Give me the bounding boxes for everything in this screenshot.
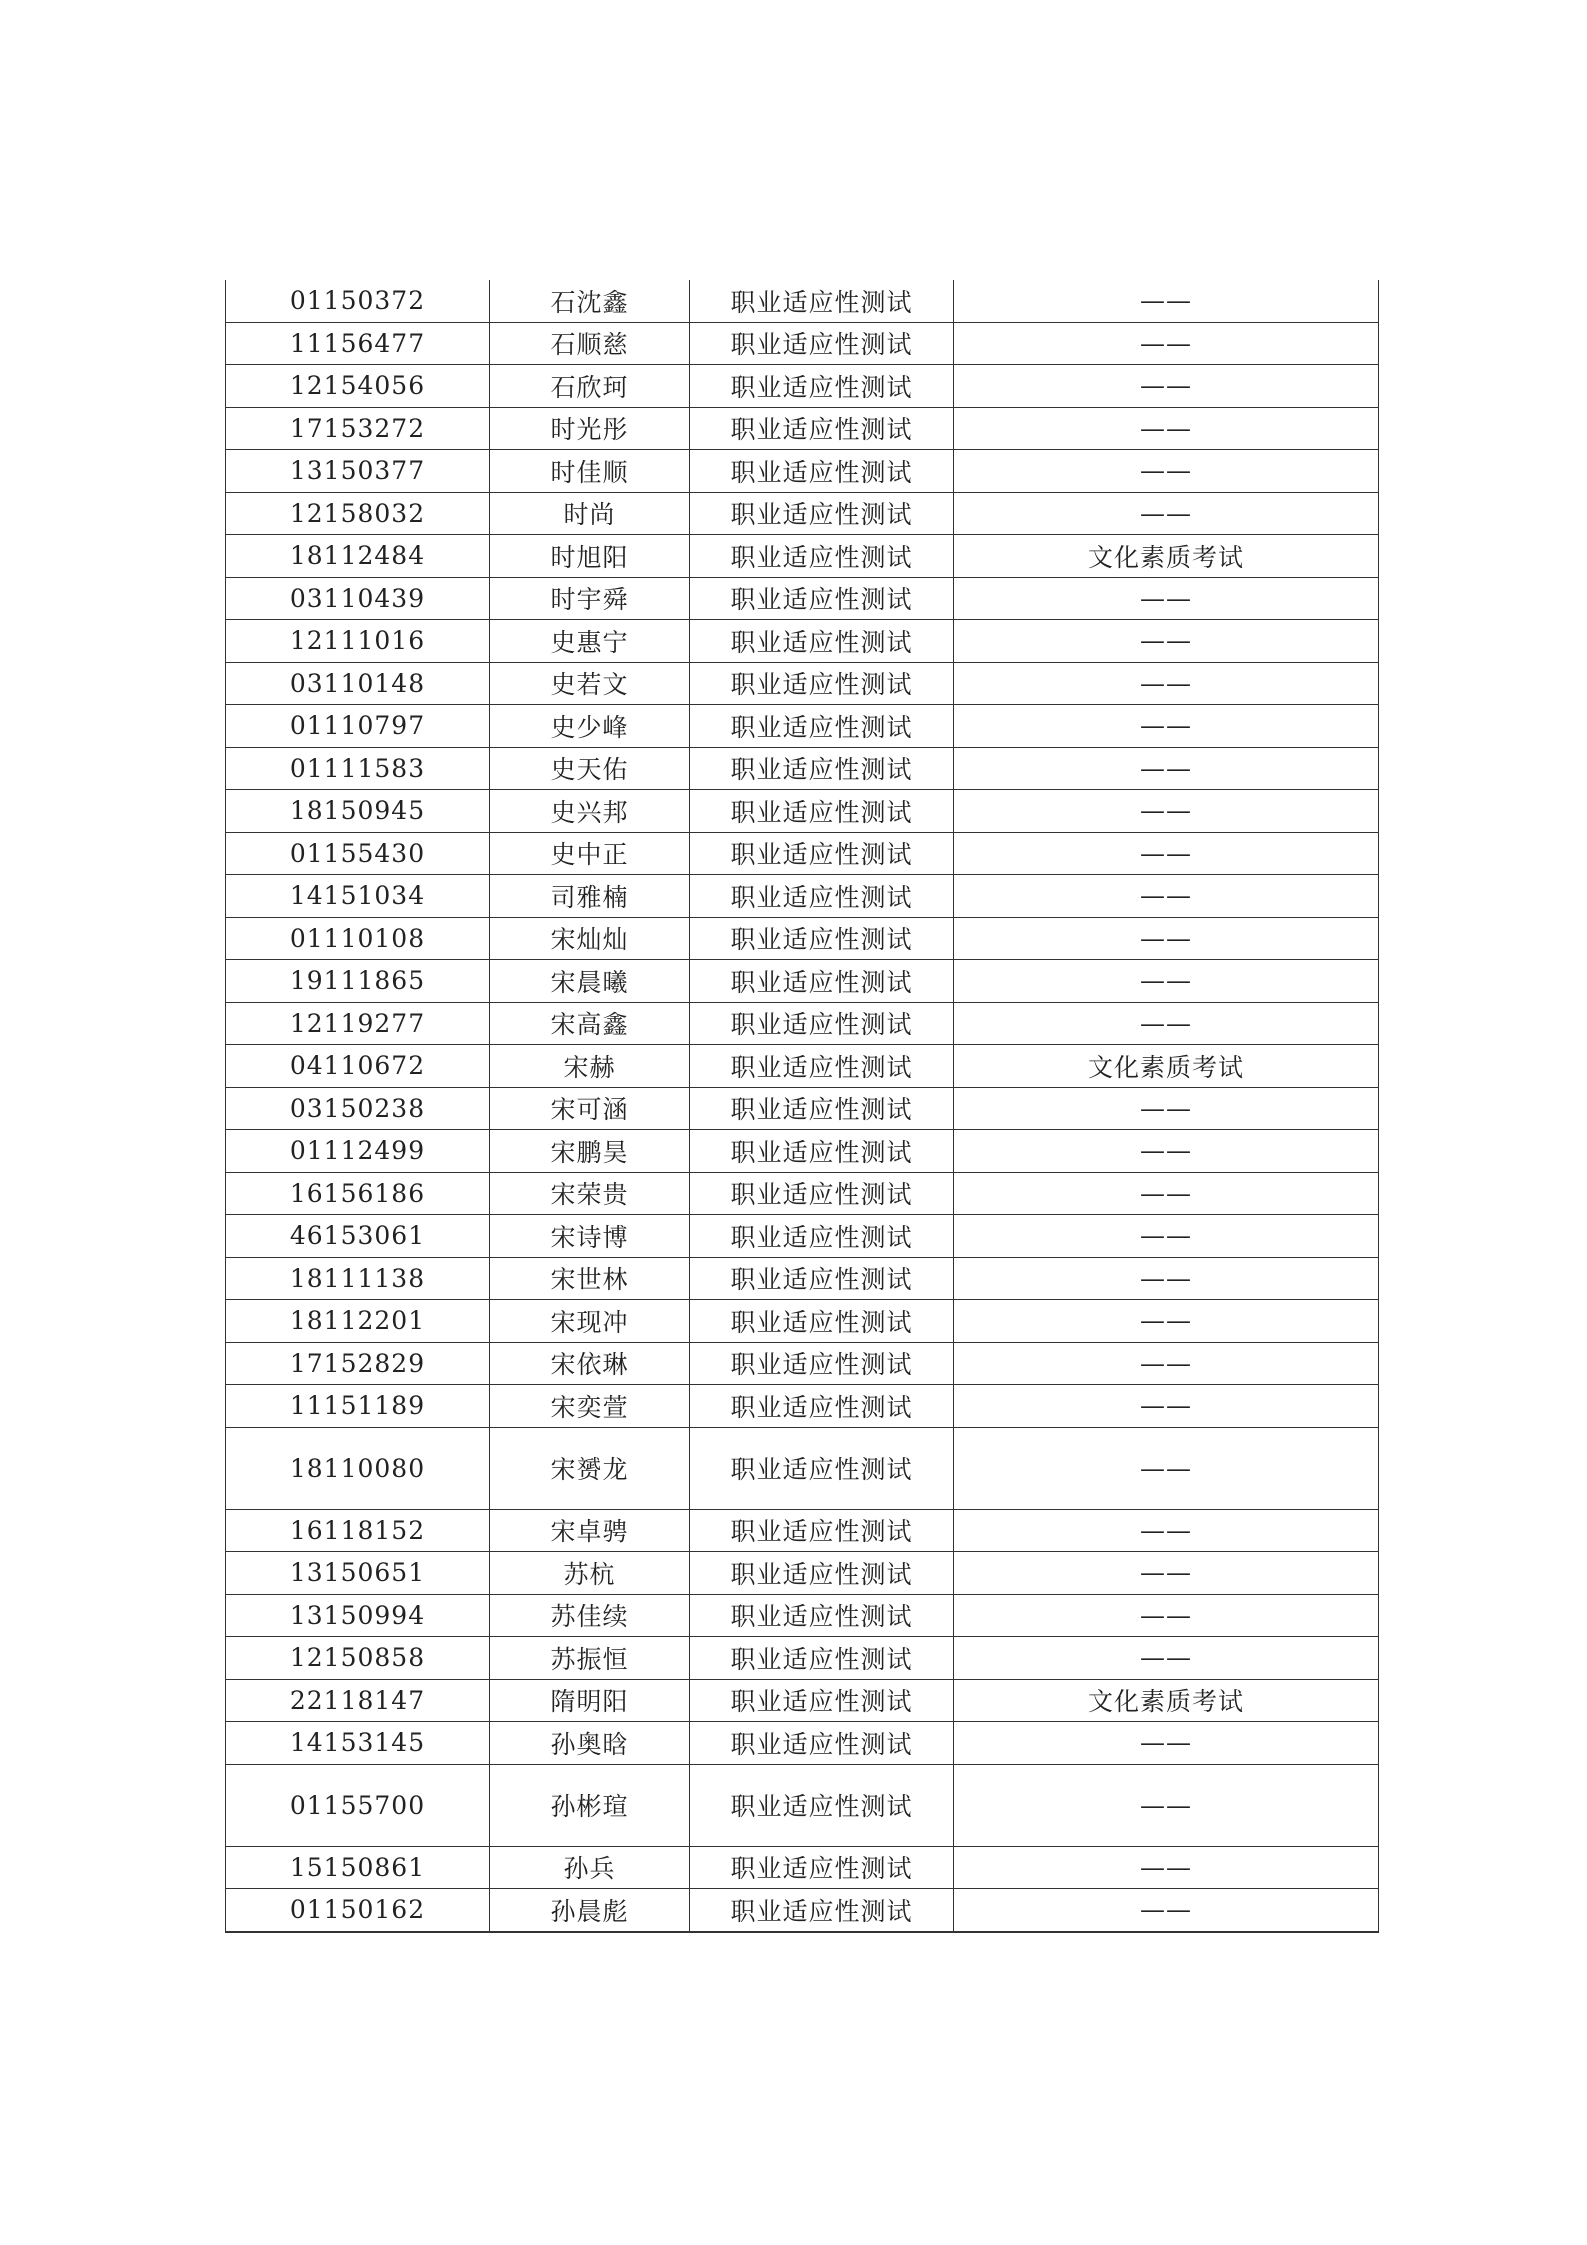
second-exam-cell: —— xyxy=(954,1764,1379,1846)
candidate-id-cell: 18112201 xyxy=(226,1300,490,1343)
candidate-id-cell: 01112499 xyxy=(226,1130,490,1173)
candidate-id-cell: 11156477 xyxy=(226,322,490,365)
exam-type-cell: 职业适应性测试 xyxy=(690,875,954,918)
table-row xyxy=(226,1722,1379,1765)
exam-type-cell: 职业适应性测试 xyxy=(690,1889,954,1932)
second-exam-cell: —— xyxy=(954,280,1379,322)
table-row xyxy=(226,832,1379,875)
candidate-name-cell: 宋诗博 xyxy=(490,1215,690,1258)
candidate-id-cell: 13150651 xyxy=(226,1552,490,1595)
second-exam-cell: —— xyxy=(954,1172,1379,1215)
candidate-id-cell: 01111583 xyxy=(226,747,490,790)
candidate-id-cell: 12111016 xyxy=(226,620,490,663)
table-row xyxy=(226,662,1379,705)
candidate-id-cell: 16156186 xyxy=(226,1172,490,1215)
table-row xyxy=(226,1257,1379,1300)
candidate-name-cell: 宋高鑫 xyxy=(490,1002,690,1045)
candidate-name-cell: 司雅楠 xyxy=(490,875,690,918)
candidate-id-cell: 01110108 xyxy=(226,917,490,960)
second-exam-cell: —— xyxy=(954,450,1379,493)
table-row xyxy=(226,280,1379,322)
table-row xyxy=(226,747,1379,790)
table-row xyxy=(226,407,1379,450)
table-row xyxy=(226,1172,1379,1215)
table-row xyxy=(226,1045,1379,1088)
exam-type-cell: 职业适应性测试 xyxy=(690,1637,954,1680)
second-exam-cell: —— xyxy=(954,1130,1379,1173)
exam-type-cell: 职业适应性测试 xyxy=(690,1764,954,1846)
candidate-name-cell: 宋可涵 xyxy=(490,1087,690,1130)
candidate-name-cell: 宋鹏昊 xyxy=(490,1130,690,1173)
table-row xyxy=(226,492,1379,535)
table-row xyxy=(226,535,1379,578)
table-row xyxy=(226,705,1379,748)
table-row xyxy=(226,620,1379,663)
exam-type-cell: 职业适应性测试 xyxy=(690,705,954,748)
candidate-name-cell: 宋现冲 xyxy=(490,1300,690,1343)
table-row xyxy=(226,1300,1379,1343)
candidate-id-cell: 18110080 xyxy=(226,1427,490,1509)
exam-type-cell: 职业适应性测试 xyxy=(690,1257,954,1300)
table-row xyxy=(226,1002,1379,1045)
second-exam-cell: —— xyxy=(954,1552,1379,1595)
exam-type-cell: 职业适应性测试 xyxy=(690,1045,954,1088)
candidate-id-cell: 14153145 xyxy=(226,1722,490,1765)
candidate-id-cell: 12158032 xyxy=(226,492,490,535)
candidate-name-cell: 宋卓骋 xyxy=(490,1509,690,1552)
candidate-name-cell: 时宇舜 xyxy=(490,577,690,620)
exam-type-cell: 职业适应性测试 xyxy=(690,1172,954,1215)
second-exam-cell: —— xyxy=(954,1637,1379,1680)
exam-type-cell: 职业适应性测试 xyxy=(690,662,954,705)
second-exam-cell: —— xyxy=(954,1427,1379,1509)
candidate-id-cell: 01150372 xyxy=(226,280,490,322)
second-exam-cell: 文化素质考试 xyxy=(954,535,1379,578)
table-row xyxy=(226,1594,1379,1637)
candidate-table xyxy=(225,280,1379,1933)
table-row xyxy=(226,917,1379,960)
candidate-name-cell: 史少峰 xyxy=(490,705,690,748)
table-row xyxy=(226,1679,1379,1722)
exam-type-cell: 职业适应性测试 xyxy=(690,1552,954,1595)
candidate-name-cell: 宋晨曦 xyxy=(490,960,690,1003)
exam-type-cell: 职业适应性测试 xyxy=(690,1002,954,1045)
second-exam-cell: —— xyxy=(954,1889,1379,1932)
table-row xyxy=(226,1509,1379,1552)
candidate-name-cell: 时光彤 xyxy=(490,407,690,450)
candidate-name-cell: 隋明阳 xyxy=(490,1679,690,1722)
table-row xyxy=(226,450,1379,493)
second-exam-cell: —— xyxy=(954,662,1379,705)
candidate-id-cell: 13150994 xyxy=(226,1594,490,1637)
exam-type-cell: 职业适应性测试 xyxy=(690,322,954,365)
second-exam-cell: —— xyxy=(954,1722,1379,1765)
second-exam-cell: —— xyxy=(954,705,1379,748)
table-row xyxy=(226,1889,1379,1932)
second-exam-cell: —— xyxy=(954,1594,1379,1637)
exam-type-cell: 职业适应性测试 xyxy=(690,1509,954,1552)
table-row xyxy=(226,1215,1379,1258)
second-exam-cell: —— xyxy=(954,1215,1379,1258)
candidate-name-cell: 史天佑 xyxy=(490,747,690,790)
candidate-name-cell: 孙奥晗 xyxy=(490,1722,690,1765)
second-exam-cell: —— xyxy=(954,407,1379,450)
second-exam-cell: —— xyxy=(954,1087,1379,1130)
exam-type-cell: 职业适应性测试 xyxy=(690,1427,954,1509)
second-exam-cell: —— xyxy=(954,492,1379,535)
exam-type-cell: 职业适应性测试 xyxy=(690,1594,954,1637)
second-exam-cell: —— xyxy=(954,832,1379,875)
candidate-name-cell: 史兴邦 xyxy=(490,790,690,833)
second-exam-cell: —— xyxy=(954,322,1379,365)
exam-type-cell: 职业适应性测试 xyxy=(690,917,954,960)
second-exam-cell: —— xyxy=(954,1002,1379,1045)
candidate-name-cell: 宋依琳 xyxy=(490,1342,690,1385)
candidate-name-cell: 宋奕萱 xyxy=(490,1385,690,1428)
second-exam-cell: —— xyxy=(954,917,1379,960)
candidate-id-cell: 03110148 xyxy=(226,662,490,705)
table-row xyxy=(226,322,1379,365)
exam-type-cell: 职业适应性测试 xyxy=(690,1679,954,1722)
candidate-id-cell: 19111865 xyxy=(226,960,490,1003)
table-row xyxy=(226,1342,1379,1385)
table-row xyxy=(226,365,1379,408)
candidate-id-cell: 18111138 xyxy=(226,1257,490,1300)
candidate-name-cell: 时旭阳 xyxy=(490,535,690,578)
exam-type-cell: 职业适应性测试 xyxy=(690,407,954,450)
table-row xyxy=(226,1385,1379,1428)
candidate-id-cell: 01155430 xyxy=(226,832,490,875)
candidate-name-cell: 石顺慈 xyxy=(490,322,690,365)
candidate-id-cell: 46153061 xyxy=(226,1215,490,1258)
candidate-id-cell: 03110439 xyxy=(226,577,490,620)
candidate-name-cell: 宋赫 xyxy=(490,1045,690,1088)
candidate-name-cell: 苏佳续 xyxy=(490,1594,690,1637)
candidate-id-cell: 01150162 xyxy=(226,1889,490,1932)
exam-type-cell: 职业适应性测试 xyxy=(690,365,954,408)
candidate-name-cell: 苏杭 xyxy=(490,1552,690,1595)
candidate-id-cell: 16118152 xyxy=(226,1509,490,1552)
candidate-id-cell: 17152829 xyxy=(226,1342,490,1385)
candidate-id-cell: 22118147 xyxy=(226,1679,490,1722)
candidate-id-cell: 12119277 xyxy=(226,1002,490,1045)
second-exam-cell: —— xyxy=(954,960,1379,1003)
candidate-name-cell: 宋赟龙 xyxy=(490,1427,690,1509)
candidate-id-cell: 15150861 xyxy=(226,1846,490,1889)
candidate-id-cell: 01110797 xyxy=(226,705,490,748)
candidate-name-cell: 史惠宁 xyxy=(490,620,690,663)
candidate-id-cell: 03150238 xyxy=(226,1087,490,1130)
candidate-id-cell: 18150945 xyxy=(226,790,490,833)
table-row xyxy=(226,1846,1379,1889)
exam-type-cell: 职业适应性测试 xyxy=(690,1846,954,1889)
candidate-id-cell: 13150377 xyxy=(226,450,490,493)
exam-type-cell: 职业适应性测试 xyxy=(690,790,954,833)
second-exam-cell: —— xyxy=(954,875,1379,918)
candidate-id-cell: 11151189 xyxy=(226,1385,490,1428)
exam-type-cell: 职业适应性测试 xyxy=(690,1130,954,1173)
exam-type-cell: 职业适应性测试 xyxy=(690,577,954,620)
table-row xyxy=(226,1637,1379,1680)
candidate-id-cell: 14151034 xyxy=(226,875,490,918)
second-exam-cell: —— xyxy=(954,790,1379,833)
exam-type-cell: 职业适应性测试 xyxy=(690,620,954,663)
table-row xyxy=(226,1130,1379,1173)
exam-type-cell: 职业适应性测试 xyxy=(690,1215,954,1258)
second-exam-cell: 文化素质考试 xyxy=(954,1045,1379,1088)
second-exam-cell: —— xyxy=(954,1385,1379,1428)
second-exam-cell: 文化素质考试 xyxy=(954,1679,1379,1722)
exam-type-cell: 职业适应性测试 xyxy=(690,280,954,322)
second-exam-cell: —— xyxy=(954,1257,1379,1300)
second-exam-cell: —— xyxy=(954,1300,1379,1343)
exam-type-cell: 职业适应性测试 xyxy=(690,747,954,790)
table-row xyxy=(226,1427,1379,1509)
second-exam-cell: —— xyxy=(954,365,1379,408)
candidate-name-cell: 宋世林 xyxy=(490,1257,690,1300)
second-exam-cell: —— xyxy=(954,620,1379,663)
second-exam-cell: —— xyxy=(954,577,1379,620)
candidate-id-cell: 01155700 xyxy=(226,1764,490,1846)
exam-type-cell: 职业适应性测试 xyxy=(690,535,954,578)
exam-type-cell: 职业适应性测试 xyxy=(690,1087,954,1130)
exam-type-cell: 职业适应性测试 xyxy=(690,1722,954,1765)
exam-type-cell: 职业适应性测试 xyxy=(690,1385,954,1428)
table-row xyxy=(226,790,1379,833)
candidate-id-cell: 04110672 xyxy=(226,1045,490,1088)
candidate-id-cell: 12150858 xyxy=(226,1637,490,1680)
exam-type-cell: 职业适应性测试 xyxy=(690,960,954,1003)
candidate-name-cell: 时佳顺 xyxy=(490,450,690,493)
second-exam-cell: —— xyxy=(954,747,1379,790)
table-row xyxy=(226,1087,1379,1130)
candidate-table-body xyxy=(226,280,1379,1932)
candidate-name-cell: 石欣珂 xyxy=(490,365,690,408)
candidate-name-cell: 石沈鑫 xyxy=(490,280,690,322)
exam-type-cell: 职业适应性测试 xyxy=(690,832,954,875)
candidate-name-cell: 孙彬瑄 xyxy=(490,1764,690,1846)
exam-type-cell: 职业适应性测试 xyxy=(690,492,954,535)
candidate-name-cell: 宋荣贵 xyxy=(490,1172,690,1215)
candidate-id-cell: 18112484 xyxy=(226,535,490,578)
second-exam-cell: —— xyxy=(954,1342,1379,1385)
candidate-id-cell: 12154056 xyxy=(226,365,490,408)
candidate-name-cell: 史中正 xyxy=(490,832,690,875)
second-exam-cell: —— xyxy=(954,1846,1379,1889)
table-row xyxy=(226,875,1379,918)
candidate-name-cell: 时尚 xyxy=(490,492,690,535)
candidate-id-cell: 17153272 xyxy=(226,407,490,450)
table-row xyxy=(226,1552,1379,1595)
exam-type-cell: 职业适应性测试 xyxy=(690,450,954,493)
candidate-name-cell: 史若文 xyxy=(490,662,690,705)
candidate-name-cell: 孙晨彪 xyxy=(490,1889,690,1932)
candidate-name-cell: 苏振恒 xyxy=(490,1637,690,1680)
exam-type-cell: 职业适应性测试 xyxy=(690,1342,954,1385)
exam-type-cell: 职业适应性测试 xyxy=(690,1300,954,1343)
candidate-name-cell: 宋灿灿 xyxy=(490,917,690,960)
candidate-name-cell: 孙兵 xyxy=(490,1846,690,1889)
table-row xyxy=(226,577,1379,620)
second-exam-cell: —— xyxy=(954,1509,1379,1552)
table-row xyxy=(226,960,1379,1003)
table-row xyxy=(226,1764,1379,1846)
